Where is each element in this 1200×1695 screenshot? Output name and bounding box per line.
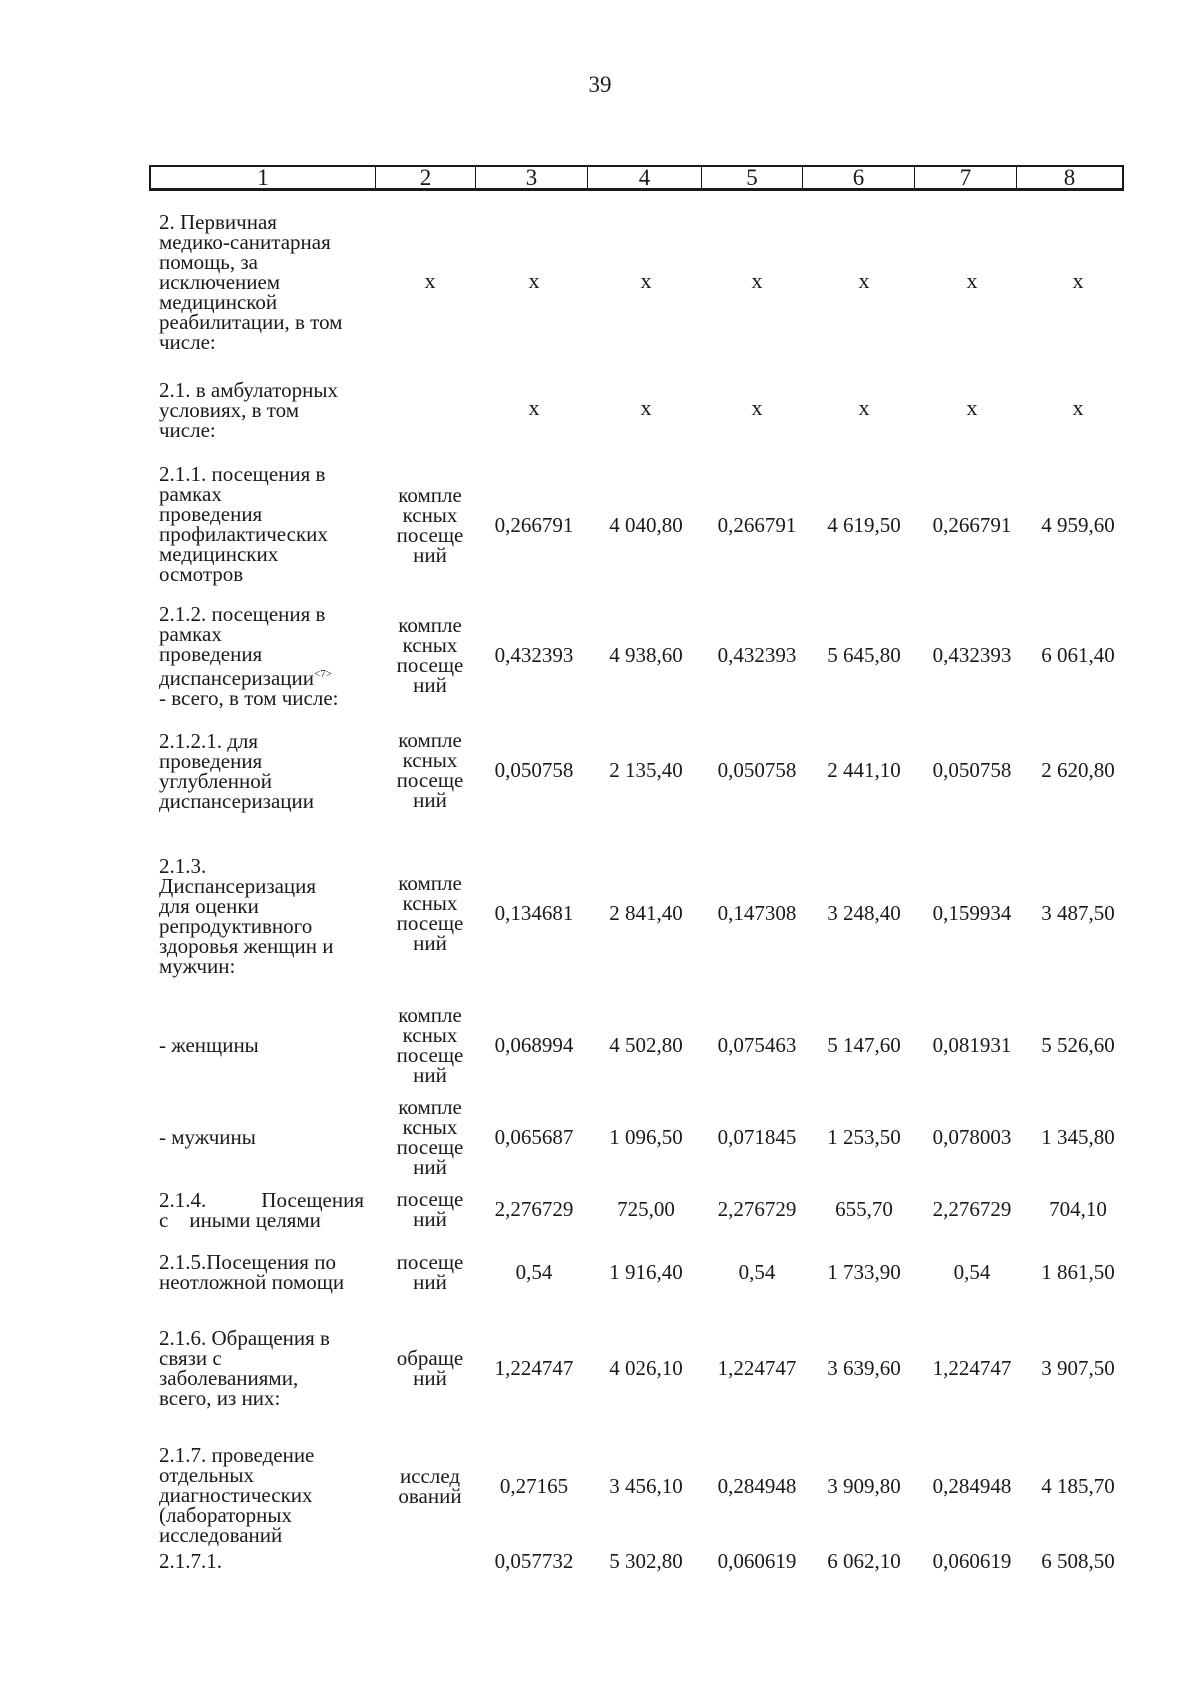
row-value: х xyxy=(858,395,870,420)
row-value: 3 456,10 xyxy=(609,1474,683,1498)
row-value: х xyxy=(966,395,978,420)
row-label: 2.1.4. Посещения с иными целями xyxy=(159,1188,364,1232)
row-value: 0,266791 xyxy=(494,513,574,537)
row-value: 1 345,80 xyxy=(1041,1125,1115,1149)
row-value: 4 938,60 xyxy=(609,643,683,667)
row-value: 0,081931 xyxy=(932,1033,1012,1057)
header-col-2: 2 xyxy=(376,167,476,188)
footnote-ref: <7> xyxy=(314,668,332,680)
row-value: 2 841,40 xyxy=(609,901,683,925)
row-value: 6 508,50 xyxy=(1041,1549,1115,1573)
row-value: х xyxy=(640,268,652,293)
row-value: 2,276729 xyxy=(932,1197,1012,1221)
header-col-4: 4 xyxy=(588,167,702,188)
row-value: 1 916,40 xyxy=(609,1260,683,1284)
row-value: 0,050758 xyxy=(717,758,797,782)
row-label: 2.1.7. проведение отдельных диагностических (лабораторных исследований xyxy=(159,1443,315,1547)
row-value: 1,224747 xyxy=(494,1356,574,1380)
row-value: 4 502,80 xyxy=(609,1033,683,1057)
row-value: 3 909,80 xyxy=(827,1474,901,1498)
row-value: 0,075463 xyxy=(717,1033,797,1057)
row-value: 4 026,10 xyxy=(609,1356,683,1380)
row-label: 2.1.1. посещения в рамках проведения профилактических медицинских осмотров xyxy=(159,462,328,586)
row-value: 0,159934 xyxy=(932,901,1012,925)
row-unit: посеще ний xyxy=(396,1187,464,1231)
row-unit: компле ксных посеще ний xyxy=(396,613,464,697)
row-value: 1 096,50 xyxy=(609,1125,683,1149)
row-value: 3 639,60 xyxy=(827,1356,901,1380)
row-unit: компле ксных посеще ний xyxy=(396,1095,464,1179)
row-unit: посеще ний xyxy=(396,1250,464,1294)
row-value: 2 620,80 xyxy=(1041,758,1115,782)
row-value: 0,068994 xyxy=(494,1033,574,1057)
row-value: 3 907,50 xyxy=(1041,1356,1115,1380)
header-col-1: 1 xyxy=(151,167,376,188)
row-unit: компле ксных посеще ний xyxy=(396,871,464,955)
row-label: 2.1.5.Посещения по неотложной помощи xyxy=(159,1250,345,1294)
row-value: 5 147,60 xyxy=(827,1033,901,1057)
row-unit: обраще ний xyxy=(396,1346,464,1390)
row-value: 3 487,50 xyxy=(1041,901,1115,925)
row-value: 655,70 xyxy=(835,1197,893,1221)
header-col-7: 7 xyxy=(915,167,1017,188)
row-label: - женщины xyxy=(159,1033,259,1057)
row-value: 0,266791 xyxy=(932,513,1012,537)
row-value: 0,050758 xyxy=(494,758,574,782)
row-value: 0,432393 xyxy=(494,643,574,667)
row-label: 2.1.2.1. для проведения углубленной диспансеризации xyxy=(159,729,315,813)
row-label: 2.1.3. Диспансеризация для оценки репродуктивного здоровья женщин и мужчин: xyxy=(159,854,334,978)
row-value: 0,432393 xyxy=(932,643,1012,667)
row-label: 2. Первичная медико-санитарная помощь, за исключением медицинской реабилитации, в том числе: xyxy=(159,210,343,354)
row-value: 0,432393 xyxy=(717,643,797,667)
row-unit: компле ксных посеще ний xyxy=(396,483,464,567)
row-value: х xyxy=(424,268,436,293)
row-value: 6 062,10 xyxy=(827,1549,901,1573)
row-value: 0,060619 xyxy=(717,1549,797,1573)
row-value: 0,284948 xyxy=(717,1474,797,1498)
row-value: 1 861,50 xyxy=(1041,1260,1115,1284)
row-value: 1,224747 xyxy=(932,1356,1012,1380)
row-value: 6 061,40 xyxy=(1041,643,1115,667)
row-value: 0,147308 xyxy=(717,901,797,925)
row-label: 2.1.7.1. xyxy=(159,1549,222,1573)
row-label: 2.1. в амбулаторных условиях, в том числе: xyxy=(159,378,338,442)
row-value: х xyxy=(640,395,652,420)
row-value: х xyxy=(751,268,763,293)
row-label: 2.1.6. Обращения в связи с заболеваниями, всего, из них: xyxy=(159,1326,330,1410)
header-col-5: 5 xyxy=(702,167,803,188)
row-value: х xyxy=(1072,395,1084,420)
row-value: х xyxy=(858,268,870,293)
row-value: 1 733,90 xyxy=(827,1260,901,1284)
row-label: - мужчины xyxy=(159,1125,256,1149)
row-value: 0,060619 xyxy=(932,1549,1012,1573)
row-value: 2,276729 xyxy=(717,1197,797,1221)
row-value: 725,00 xyxy=(617,1197,675,1221)
row-value: х xyxy=(528,395,540,420)
row-value: 0,54 xyxy=(953,1260,991,1284)
row-value: 5 645,80 xyxy=(827,643,901,667)
row-unit: компле ксных посеще ний xyxy=(396,1003,464,1087)
row-value: х xyxy=(751,395,763,420)
row-value: 1 253,50 xyxy=(827,1125,901,1149)
row-value: 5 302,80 xyxy=(609,1549,683,1573)
row-value: 2 135,40 xyxy=(609,758,683,782)
row-value: 0,54 xyxy=(515,1260,553,1284)
row-value: 0,078003 xyxy=(932,1125,1012,1149)
row-value: 0,284948 xyxy=(932,1474,1012,1498)
row-value: 0,065687 xyxy=(494,1125,574,1149)
row-value: 1,224747 xyxy=(717,1356,797,1380)
table-header-row xyxy=(149,165,1124,191)
row-value: 0,057732 xyxy=(494,1549,574,1573)
row-value: 704,10 xyxy=(1049,1197,1107,1221)
header-col-6: 6 xyxy=(803,167,915,188)
row-value: х xyxy=(1072,268,1084,293)
row-value: 4 040,80 xyxy=(609,513,683,537)
row-value: 4 619,50 xyxy=(827,513,901,537)
row-value: 0,050758 xyxy=(932,758,1012,782)
row-value: 2 441,10 xyxy=(827,758,901,782)
row-value: 0,071845 xyxy=(717,1125,797,1149)
row-value: 0,27165 xyxy=(499,1474,569,1498)
row-unit: исслед ований xyxy=(398,1464,462,1508)
row-value: 0,266791 xyxy=(717,513,797,537)
row-value: 4 185,70 xyxy=(1041,1474,1115,1498)
page-number: 39 xyxy=(588,72,612,97)
row-value: 5 526,60 xyxy=(1041,1033,1115,1057)
header-col-3: 3 xyxy=(476,167,588,188)
row-value: х xyxy=(966,268,978,293)
row-unit: компле ксных посеще ний xyxy=(396,728,464,812)
row-value: х xyxy=(528,268,540,293)
row-value: 2,276729 xyxy=(494,1197,574,1221)
row-value: 0,54 xyxy=(738,1260,776,1284)
row-value: 0,134681 xyxy=(494,901,574,925)
row-value: 3 248,40 xyxy=(827,901,901,925)
header-col-8: 8 xyxy=(1063,165,1076,190)
row-label: 2.1.2. посещения в рамках проведения диспансеризации$^{<7>}$ - всего, в том числе: xyxy=(159,602,339,710)
row-value: 4 959,60 xyxy=(1041,513,1115,537)
